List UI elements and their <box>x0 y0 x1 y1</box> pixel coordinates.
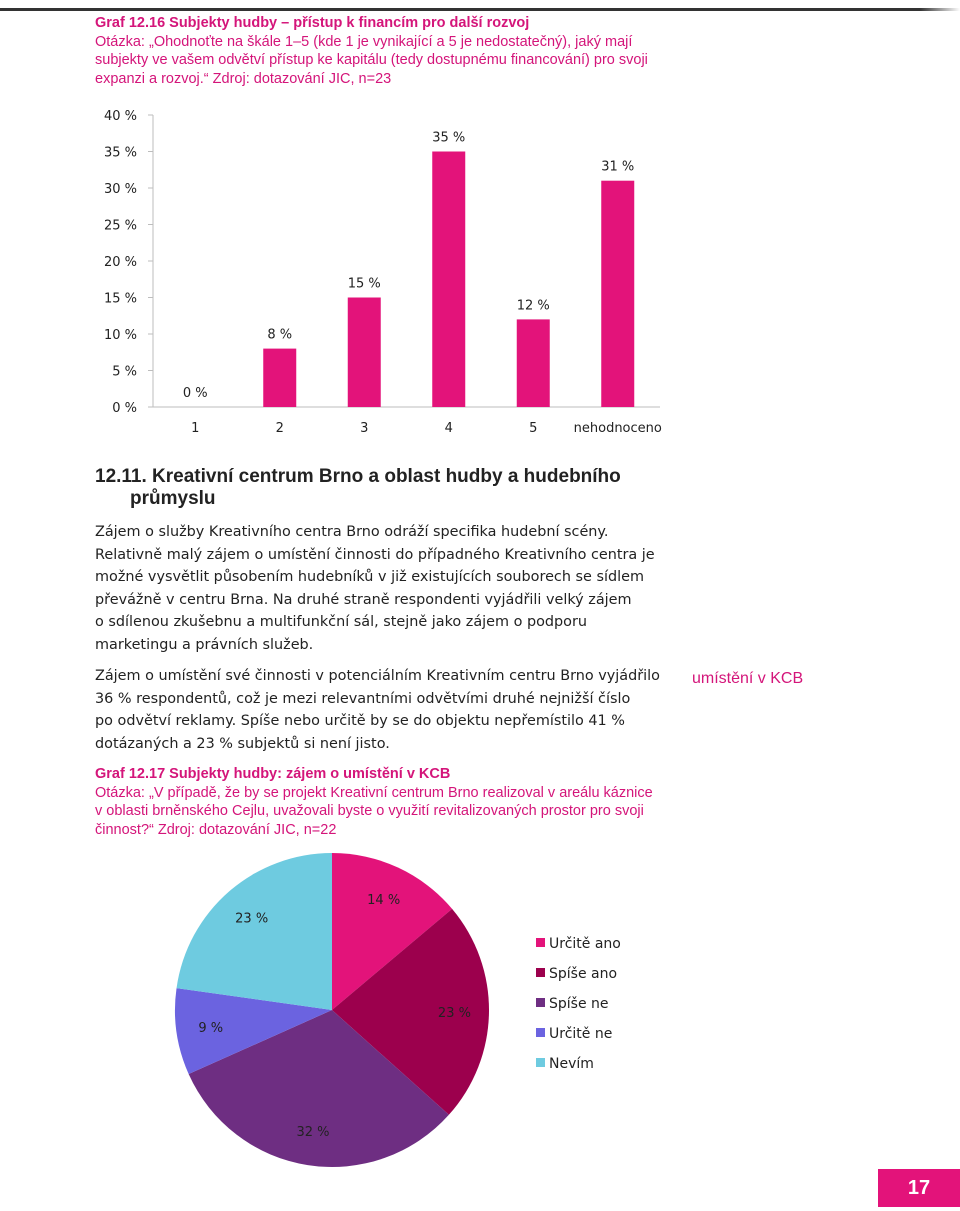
y-tick-label: 10 % <box>103 328 137 343</box>
x-category-label: 3 <box>360 421 369 436</box>
bar-value-label: 31 % <box>601 159 635 175</box>
legend-label: Určitě ano <box>549 936 621 952</box>
bar <box>348 298 381 408</box>
bar-chart-marks <box>183 131 634 408</box>
pie-chart-legend <box>536 936 621 1072</box>
bar <box>432 152 465 408</box>
section-heading-line-1: 12.11. Kreativní centrum Brno a oblast hudby a hudebního <box>95 466 621 487</box>
y-tick-label: 40 % <box>103 109 137 124</box>
top-rule <box>0 8 920 11</box>
legend-swatch <box>536 1058 545 1067</box>
pie-slice-label: 14 % <box>367 892 401 908</box>
bar-value-label: 8 % <box>267 327 293 343</box>
bar-value-label: 15 % <box>347 276 381 292</box>
legend-swatch <box>536 968 545 977</box>
graf-12-16-question-line-3: expanzi a rozvoj.“ Zdroj: dotazování JIC, n=23 <box>95 70 392 87</box>
paragraph-1-line: o sdílenou zkušebnu a multifunkční sál, stejně jako zájem o podporu <box>95 614 588 631</box>
bar <box>263 349 296 407</box>
paragraph-2-line: Zájem o umístění své činnosti v potenciálním Kreativním centru Brno vyjádřilo <box>95 668 660 684</box>
y-tick-label: 25 % <box>103 218 137 234</box>
legend-swatch <box>536 998 545 1007</box>
graf-12-16-question-line-1: Otázka: „Ohodnoťte na škále 1–5 (kde 1 je vynikající a 5 je nedostatečný), jaký mají <box>95 33 633 50</box>
legend-label: Spíše ano <box>549 966 618 982</box>
paragraph-2-line: po odvětví reklamy. Spíše nebo určitě by se do objektu nepřemístilo 41 % <box>95 713 625 730</box>
legend-swatch <box>536 1028 545 1037</box>
section-heading-line-2: průmyslu <box>130 488 216 509</box>
graf-12-17-question-line-1: Otázka: „V případě, že by se projekt Kreativní centrum Brno realizoval v areálu káznice <box>95 784 653 801</box>
margin-note: umístění v KCB <box>692 670 804 687</box>
bar-value-label: 12 % <box>516 298 550 314</box>
page-number: 17 <box>878 1169 960 1207</box>
y-tick-label: 35 % <box>103 145 137 161</box>
graf-12-16-title: Graf 12.16 Subjekty hudby – přístup k financím pro další rozvoj <box>95 15 530 31</box>
graf-12-17-question-line-3: činnost?“ Zdroj: dotazování JIC, n=22 <box>95 821 337 838</box>
paragraph-1-line: možné vysvětlit působením hudebníků v již existujících souborech se sídlem <box>95 569 644 586</box>
pie-slice-label: 23 % <box>235 911 269 927</box>
pie-slice-label: 9 % <box>198 1021 224 1037</box>
x-category-label: nehodnoceno <box>573 421 662 436</box>
pie-slice-label: 23 % <box>437 1005 471 1021</box>
y-tick-label: 20 % <box>103 255 137 270</box>
graf-12-16-caption <box>95 14 648 88</box>
legend-swatch <box>536 938 545 947</box>
bar <box>517 319 550 407</box>
graf-12-17-caption <box>95 765 653 839</box>
graf-12-17-question-line-2: v oblasti brněnského Cejlu, uvažovali byste o využití revitalizovaných prostor pro svoji <box>95 803 644 819</box>
paragraph-2 <box>95 665 678 755</box>
legend-label: Nevím <box>549 1056 594 1072</box>
x-category-label: 1 <box>191 421 200 436</box>
paragraph-2-line: dotázaných a 23 % subjektů si není jisto. <box>95 735 390 752</box>
bar-chart <box>90 100 810 445</box>
y-tick-label: 30 % <box>103 182 137 197</box>
x-category-label: 5 <box>529 421 538 436</box>
legend-label: Určitě ne <box>549 1026 613 1042</box>
pie-slice-label: 32 % <box>296 1124 330 1140</box>
paragraph-1-line: převážně v centru Brna. Na druhé straně respondenti vyjádřili velký zájem <box>95 591 632 608</box>
top-rule-fade <box>920 8 960 11</box>
x-category-label: 2 <box>275 421 284 436</box>
bar <box>601 181 634 407</box>
graf-12-16-question-line-2: subjekty ve vašem odvětví přístup ke kapitálu (tedy dostupnému financování) pro svoji <box>95 52 648 68</box>
bar-value-label: 0 % <box>182 386 208 401</box>
y-tick-label: 5 % <box>112 364 137 380</box>
paragraph-2-line: 36 % respondentů, což je mezi relevantními odvětvími druhé nejnižší číslo <box>95 690 631 707</box>
bar-value-label: 35 % <box>432 130 466 146</box>
paragraph-1-line: marketingu a právních služeb. <box>95 636 314 653</box>
paragraph-1-line: Relativně malý zájem o umístění činnosti do případného Kreativního centra je <box>95 546 655 563</box>
legend-label: Spíše ne <box>549 996 609 1012</box>
section-heading <box>95 466 695 510</box>
x-category-label: 4 <box>444 421 453 436</box>
graf-12-17-title: Graf 12.17 Subjekty hudby: zájem o umístění v KCB <box>95 766 451 782</box>
paragraph-1-line: Zájem o služby Kreativního centra Brno odráží specifika hudební scény. <box>95 524 609 540</box>
pie-slice <box>177 853 332 1010</box>
y-tick-label: 0 % <box>112 401 137 416</box>
paragraph-1 <box>95 521 678 657</box>
y-tick-label: 15 % <box>103 291 137 307</box>
pie-chart <box>150 840 850 1180</box>
